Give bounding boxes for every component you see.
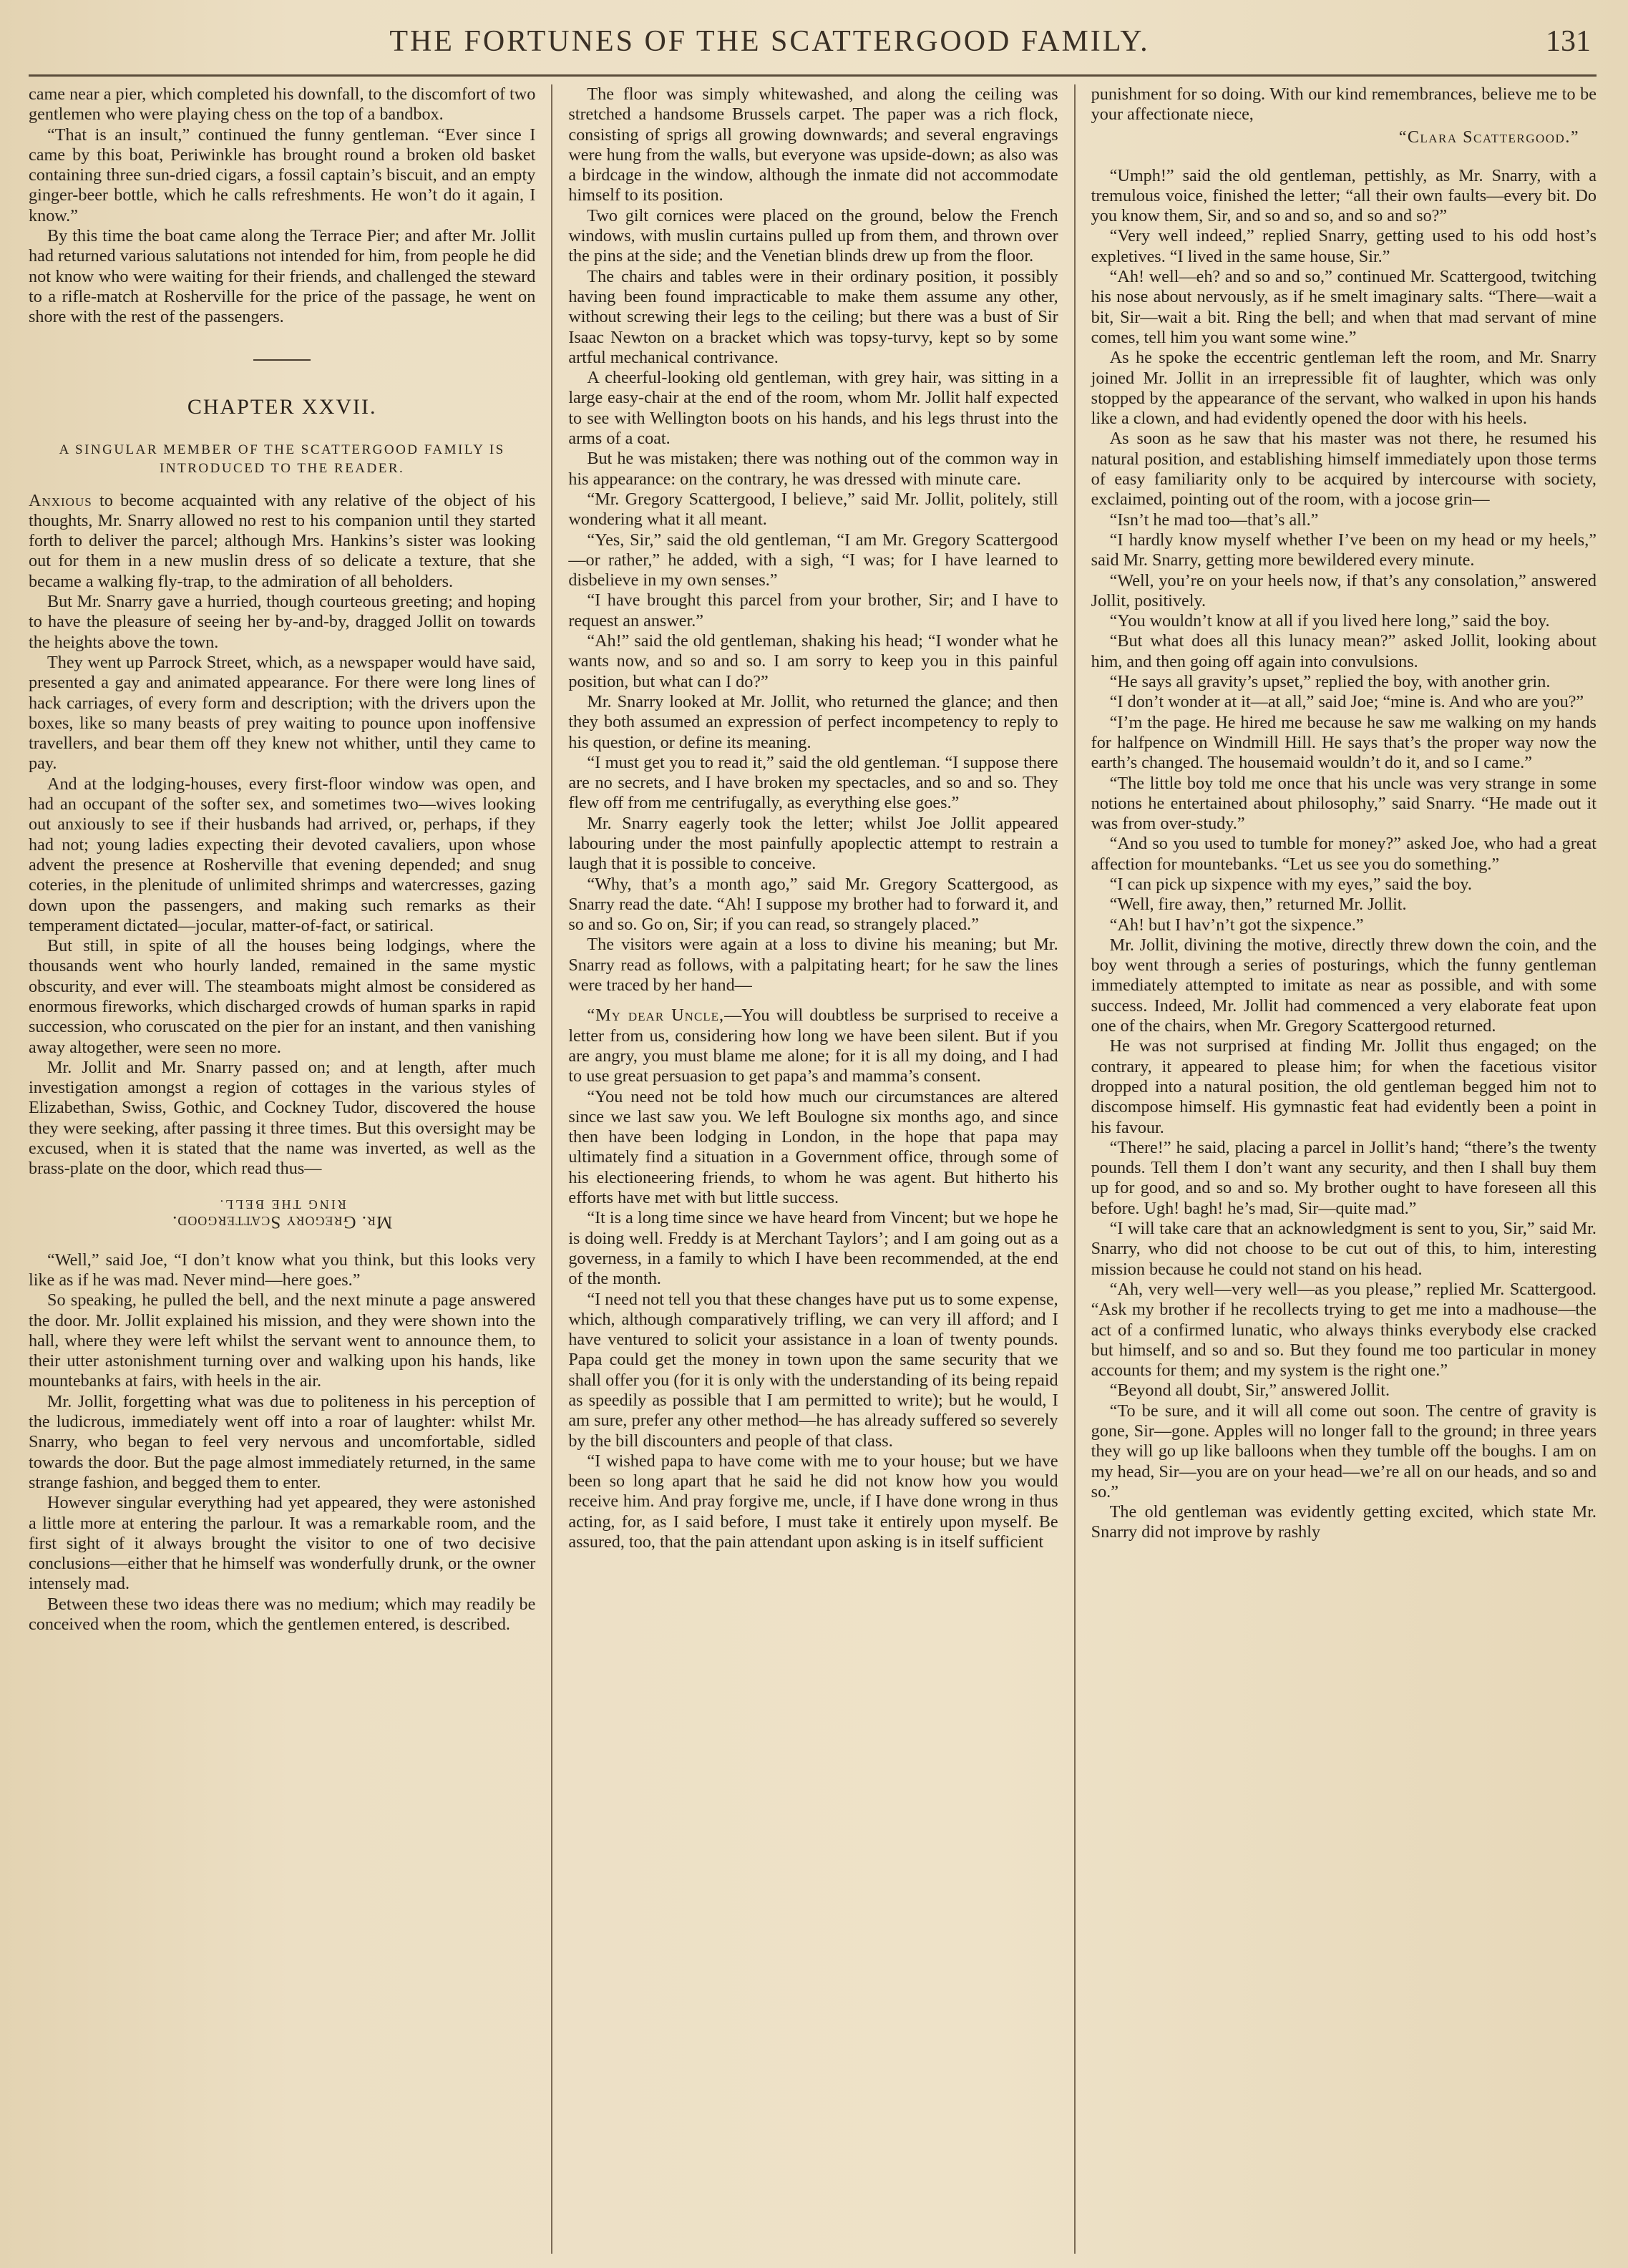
- running-title: THE FORTUNES OF THE SCATTERGOOD FAMILY.: [389, 25, 1150, 58]
- paragraph: “You wouldn’t know at all if you lived here long,” said the boy.: [1109, 611, 1550, 631]
- paragraph: The chairs and tables were in their ordinary position, it possibly having been found impracticable to make them assume any other, without screwing their legs to the ceiling; but there was a bust of Sir Isaac Newton on a bracket which was topsy-turvy, kept so by some artful mechanical contrivance.: [568, 266, 1058, 367]
- paragraph: “I will take care that an acknowledgment is sent to you, Sir,” said Mr. Snarry, who did not choose to be cut out of this, to him, interesting mission because he could not stand on his head.: [1091, 1219, 1597, 1279]
- paragraph: Anxious to become acquainted with any relative of the object of his thoughts, Mr. Snarry allowed no rest to his companion until they started forth to deliver the parcel; although Mrs. Hankins’s sister was looking out for them in a new muslin dress of so delicate a texture, that she became a walking fly-trap, to the admiration of all beholders.: [29, 490, 536, 591]
- paragraph: “I don’t wonder at it—at all,” said Joe; “mine is. And who are you?”: [1109, 692, 1584, 712]
- paragraph: “I’m the page. He hired me because he saw me walking on my hands for halfpence on Windmill Hill. He says that’s the proper way now the earth’s changed. The housemaid wouldn’t do it, and so I came.”: [1091, 712, 1597, 773]
- paragraph: Two gilt cornices were placed on the ground, below the French windows, with muslin curtains pulled up from them, and thrown over the pins at the side; and the Venetian blinds drew up from the floor.: [568, 205, 1058, 266]
- paragraph: But he was mistaken; there was nothing out of the common way in his appearance: on the contrary, he was dressed with minute care.: [568, 449, 1058, 489]
- column-1: [29, 84, 551, 2254]
- paragraph: “Ah! but I hav’n’t got the sixpence.”: [1109, 915, 1364, 935]
- paragraph: Mr. Snarry eagerly took the letter; whilst Joe Jollit appeared labouring under the most painfully apoplectic attempt to restrain a laugh that it is possible to conceive.: [568, 813, 1058, 874]
- paragraph: “The little boy told me once that his uncle was very strange in some notions he entertained about philosophy,” said Snarry. “He made out it was from over-study.”: [1091, 773, 1597, 834]
- paragraph: “Umph!” said the old gentleman, pettishly, as Mr. Snarry, with a tremulous voice, finished the letter; “all their own faults—every bit. Do you know them, Sir, and so and so, and so and so?”: [1091, 165, 1597, 226]
- paragraph: Mr. Jollit, forgetting what was due to politeness in his perception of the ludicrous, immediately went off into a roar of laughter: whilst Mr. Snarry, who began to feel very nervous and uncomfortable, sidled towards the door. But the page almost immediately returned, in the same strange fashion, and begged them to enter.: [29, 1391, 536, 1492]
- column-3: [1074, 84, 1597, 2254]
- paragraph: But still, in spite of all the houses being lodgings, where the thousands went who hourly landed, remained in the same mystic obscurity, and ever will. The steamboats might almost be considered as enormous fireworks, which discharged crowds of human sparks in rapid succession, who coruscated on the pier for an instant, and then vanishing away altogether, were seen no more.: [29, 936, 536, 1057]
- letter-paragraph: “I wished papa to have come with me to your house; but we have been so long apart that he said he did not know how you would receive him. And pray forgive me, uncle, if I have done wrong in thus acting, for, as I said before, I must take it entirely upon myself. Be assured, too, that the pain attendant upon asking is in itself sufficient: [568, 1451, 1058, 1552]
- paragraph: “Well,” said Joe, “I don’t know what you think, but this looks very like as if he was mad. Never mind—here goes.”: [29, 1250, 536, 1290]
- paragraph: Mr. Jollit, divining the motive, directly threw down the coin, and the boy went through a series of posturings, which the funny gentleman immediately attempted to imitate as near as possible, and with some success. Indeed, Mr. Jollit had commenced a very elaborate feat upon one of the chairs, when Mr. Gregory Scattergood returned.: [1091, 935, 1597, 1036]
- paragraph: As soon as he saw that his master was not there, he resumed his natural position, and establishing himself immediately upon those terms of easy familiarity only to be acquired by intercourse with society, exclaimed, pointing out of the room, with a jocose grin—: [1091, 429, 1597, 510]
- chapter-title: CHAPTER XXVII.: [187, 394, 377, 419]
- paragraph: “And so you used to tumble for money?” asked Joe, who had a great affection for mountebanks. “Let us see you do something.”: [1091, 834, 1597, 874]
- letter-paragraph: “My dear Uncle,—You will doubtless be surprised to receive a letter from us, considering how long we have been silent. But if you are angry, you must blame me alone; for it is all my doing, and I had to use great persuasion to get papa’s and mamma’s consent.: [568, 1006, 1058, 1086]
- paragraph: “Ah, very well—very well—as you please,” replied Mr. Scattergood. “Ask my brother if he recollects trying to get me into a madhouse—the act of a confirmed lunatic, who always thinks everybody else cracked but himself, and so and so. But they found me too particular in money accounts for them; and my system is the right one.”: [1091, 1279, 1597, 1381]
- paragraph: “Yes, Sir,” said the old gentleman, “I am Mr. Gregory Scattergood—or rather,” he added, with a sigh, “I was; for I have learned to disbelieve in my own senses.”: [568, 530, 1058, 590]
- letter-paragraph: “You need not be told how much our circumstances are altered since we last saw you. We left Boulogne six months ago, and since then have been lodging in London, in the hope that papa may ultimately find a situation in a Government office, through some of his electioneering friends, to whom he was agent. But hitherto his efforts have met with but little success.: [568, 1086, 1058, 1208]
- inverted-door-plate: [29, 1197, 535, 1232]
- paragraph: But Mr. Snarry gave a hurried, though courteous greeting; and hoping to have the pleasure of seeing her by-and-by, dragged Jollit on towards the heights above the town.: [29, 592, 536, 652]
- paragraph: “But what does all this lunacy mean?” asked Jollit, looking about him, and then going off again into convulsions.: [1091, 631, 1597, 671]
- paragraph: “To be sure, and it will all come out soon. The centre of gravity is gone, Sir—gone. Apples will no longer fall to the ground; in three years they will go up like balloons when they tumble off the boughs. I am on my head, Sir—you are on your head—we’re all on our heads, and so and so.”: [1091, 1401, 1597, 1502]
- door-plate-name: Mr. Gregory Scattergood.: [172, 1212, 393, 1232]
- paragraph: “Well, you’re on your heels now, if that’s any consolation,” answered Jollit, positively.: [1091, 570, 1597, 610]
- paragraph: “Beyond all doubt, Sir,” answered Jollit.: [1109, 1381, 1390, 1401]
- paragraph: He was not surprised at finding Mr. Jollit thus engaged; on the contrary, it appeared to please him; for when the facetious visitor dropped into a natural position, the old gentleman begged him not to discompose himself. His gymnastic feat had evidently been a point in his favour.: [1091, 1036, 1597, 1137]
- column-2: [551, 84, 1073, 2254]
- paragraph: By this time the boat came along the Terrace Pier; and after Mr. Jollit had returned various salutations not intended for him, from people he did not know who were waiting for their friends, and challenged the steward to a rifle-match at Rosherville for the price of the passage, he went on shore with the rest of the passengers.: [29, 226, 536, 327]
- letter-salutation: “My dear Uncle,: [587, 1006, 725, 1026]
- section-rule: [253, 359, 311, 361]
- paragraph: They went up Parrock Street, which, as a newspaper would have said, presented a gay and animated appearance. For there were long lines of hack carriages, of every form and description; with the drivers upon the boxes, like so many beasts of prey waiting to pounce upon inoffensive travellers, and bear them off they knew not whither, until they came to pay.: [29, 652, 536, 774]
- paragraph: “Well, fire away, then,” returned Mr. Jollit.: [1109, 895, 1407, 915]
- chapter-subtitle: A SINGULAR MEMBER OF THE SCATTERGOOD FAMILY IS INTRODUCED TO THE READER.: [59, 442, 505, 476]
- paragraph: “I can pick up sixpence with my eyes,” said the boy.: [1109, 874, 1472, 894]
- door-plate-instruction: RING THE BELL.: [218, 1197, 346, 1212]
- paragraph: A cheerful-looking old gentleman, with grey hair, was sitting in a large easy-chair at the end of the room, whom Mr. Jollit half expected to see with Wellington boots on his hands, and his legs thrust into the arms of a coat.: [568, 368, 1058, 449]
- spacer: [568, 996, 1058, 1006]
- page-header: [29, 20, 1597, 77]
- paragraph: “Why, that’s a month ago,” said Mr. Gregory Scattergood, as Snarry read the date. “Ah! I suppose my brother had to forward it, and so and so. Go on, Sir; if you can read, so strangely placed.”: [568, 874, 1058, 935]
- paragraph: “He says all gravity’s upset,” replied the boy, with another grin.: [1109, 672, 1551, 692]
- opening-word: Anxious: [29, 490, 92, 510]
- paragraph: “Isn’t he mad too—that’s all.”: [1109, 510, 1319, 530]
- paragraph: As he spoke the eccentric gentleman left the room, and Mr. Snarry joined Mr. Jollit in an irrepressible fit of laughter, which was only stopped by the appearance of the servant, who walked in upon his hands like a clown, and had evidently opened the door with his heels.: [1091, 348, 1597, 429]
- paragraph: The floor was simply whitewashed, and along the ceiling was stretched a handsome Brussels carpet. The paper was a rich flock, consisting of sprigs all growing downwards; and several engravings were hung from the walls, but everyone was upside-down; as also was a birdcage in the window, although the inmate did not accommodate himself to its position.: [568, 84, 1058, 205]
- paragraph: “I must get you to read it,” said the old gentleman. “I suppose there are no secrets, and I have broken my spectacles, and so and so. They flew off from me centrifugally, as everything else goes.”: [568, 752, 1058, 813]
- paragraph: “That is an insult,” continued the funny gentleman. “Ever since I came by this boat, Periwinkle has brought round a broken old basket containing three sun-dried cigars, a fossil captain’s biscuit, and an empty ginger-beer bottle, which he calls refreshments. He won’t do it again, I know.”: [29, 125, 536, 225]
- letter-signature: “Clara Scattergood.”: [1398, 127, 1579, 147]
- text-columns: [29, 84, 1597, 2254]
- letter-paragraph: punishment for so doing. With our kind remembrances, believe me to be your affectionate niece,: [1091, 84, 1597, 125]
- paragraph: Mr. Jollit and Mr. Snarry passed on; and at length, after much investigation amongst a region of cottages in the various styles of Elizabethan, Swiss, Gothic, and Cockney Tudor, discovered the house they were seeking, after passing it three times. But this oversight may be excused, when it is stated that the name was inverted, as well as the brass-plate on the door, which read thus—: [29, 1057, 536, 1179]
- letter-paragraph: “I need not tell you that these changes have put us to some expense, which, although comparatively trifling, we can very ill afford; and I have ventured to solicit your assistance in a loan of twenty pounds. Papa could get the money in town upon the same security that we shall offer you (for it is only with the understanding of its being repaid as speedily as possible that I am permitted to write); but he would, I am sure, prefer any other method—he has already suffered so severely by the bill discounters and people of that class.: [568, 1289, 1058, 1451]
- paragraph: The old gentleman was evidently getting excited, which state Mr. Snarry did not improve by rashly: [1091, 1502, 1597, 1542]
- paragraph: “I have brought this parcel from your brother, Sir; and I have to request an answer.”: [568, 590, 1058, 631]
- paragraph: came near a pier, which completed his downfall, to the discomfort of two gentlemen who were playing chess on the top of a bandbox.: [29, 84, 536, 125]
- paragraph: And at the lodging-houses, every first-floor window was open, and had an occupant of the softer sex, and sometimes two—wives looking out anxiously to see if their husbands had arrived, or, perhaps, if they had not; young ladies expecting their devoted cavaliers, upon whose advent the presence at Rosherville that evening depended; and snug coteries, in the plenitude of unlimited shrimps and watercresses, gazing down upon the passengers, and making such remarks as their temperament dictated—jocular, matter-of-fact, or satirical.: [29, 774, 536, 935]
- paragraph: So speaking, he pulled the bell, and the next minute a page answered the door. Mr. Jollit explained his mission, and they were shown into the hall, where they were left whilst the servant went to announce them, to their utter astonishment turning over and walking upon his hands, like mountebanks at fairs, with heels in the air.: [29, 1290, 536, 1391]
- letter-paragraph: “It is a long time since we have heard from Vincent; but we hope he is doing well. Freddy is at Merchant Taylors’; and I am going out as a governess, in a family to which I have been recommended, at the end of the month.: [568, 1208, 1058, 1289]
- paragraph: “Ah! well—eh? and so and so,” continued Mr. Scattergood, twitching his nose about nervously, as if he smelt imaginary salts. “There—wait a bit, Sir—wait a bit. Ring the bell; and when that mad servant of mine comes, tell him you want some wine.”: [1091, 267, 1597, 347]
- paragraph: The visitors were again at a loss to divine his meaning; but Mr. Snarry read as follows, with a palpitating heart; for he saw the lines were traced by her hand—: [568, 935, 1058, 996]
- paragraph: “Very well indeed,” replied Snarry, getting used to his odd host’s expletives. “I lived in the same house, Sir.”: [1091, 226, 1597, 266]
- paragraph: “Mr. Gregory Scattergood, I believe,” said Mr. Jollit, politely, still wondering what it all meant.: [568, 489, 1058, 530]
- paragraph: “I hardly know myself whether I’ve been on my head or my heels,” said Mr. Snarry, getting more bewildered every minute.: [1091, 530, 1597, 570]
- paragraph: Between these two ideas there was no medium; which may readily be conceived when the room, which the gentlemen entered, is described.: [29, 1594, 536, 1634]
- page-number: 131: [1546, 25, 1591, 58]
- paragraph: However singular everything had yet appeared, they were astonished a little more at entering the parlour. It was a remarkable room, and the first sight of it always brought the visitor to one of two decisive conclusions—either that he himself was wonderfully drunk, or the owner intensely mad.: [29, 1493, 536, 1594]
- paragraph: Mr. Snarry looked at Mr. Jollit, who returned the glance; and then they both assumed an expression of perfect incompetency to reply to his question, or define its meaning.: [568, 691, 1058, 752]
- paragraph: “There!” he said, placing a parcel in Jollit’s hand; “there’s the twenty pounds. Tell them I don’t want any security, and then I shall buy them up for good, and so and so. My brother ought to have foreseen all this before. Ugh! bagh! he’s mad, Sir—quite mad.”: [1091, 1137, 1597, 1218]
- paragraph: “Ah!” said the old gentleman, shaking his head; “I wonder what he wants now, and so and so. I am sorry to keep you in this painful position, but what can I do?”: [568, 631, 1058, 691]
